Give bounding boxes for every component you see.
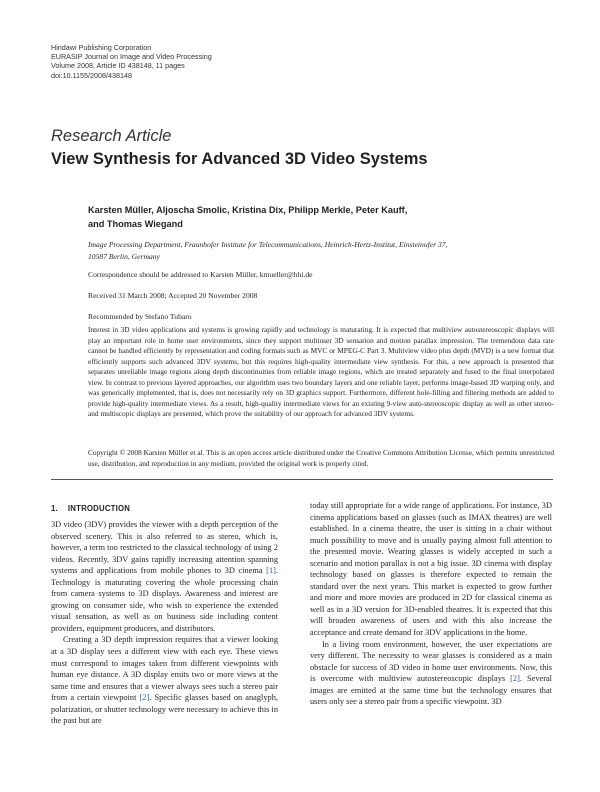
citation-link[interactable]: [2] bbox=[139, 693, 150, 703]
publisher-line: Hindawi Publishing Corporation bbox=[51, 43, 152, 52]
paragraph bbox=[310, 639, 552, 708]
section-divider bbox=[51, 479, 553, 480]
paragraph-text: Creating a 3D depth impression requires that a viewer looking at a 3D display sees a different view with each eye. These views must correspond to images taken from different viewpoints with human eye distance. A 3D display emits two or more views at the same time and ensures that a viewer always sees such a stereo pair from a certain viewpoint bbox=[51, 635, 278, 703]
paragraph-text: . Several images are emitted at the same time but the technology ensures that users only see a stereo pair from a specific viewpoint. 3D bbox=[310, 674, 552, 707]
article-type: Research Article bbox=[51, 127, 172, 145]
author-list bbox=[88, 204, 554, 231]
paragraph-text: . Technology is maturating covering the whole processing chain from camera systems to 3D displays. Awareness and interest are growing on consumer side, who wish to experience the extended visual sensation, as well as on business side including content providers, equipment producers, and distributors. bbox=[51, 566, 278, 633]
section-number: 1. bbox=[51, 504, 58, 513]
affiliation-line: Image Processing Department, Fraunhofer Institute for Telecommunications, Heinrich-Hertz-Institut, Einsteinufer 37, bbox=[88, 240, 448, 249]
doi-line: doi:10.1155/2008/438148 bbox=[51, 70, 133, 80]
paragraph-text: 3D video (3DV) provides the viewer with a depth perception of the observed scenery. This is also referred to as stereo, which is, however, a term too restricted to the classical technology of using 2 videos. Recently, 3DV gains rapidly increasing attention spanning systems and applications from mobile phones to 3D cinema bbox=[51, 520, 278, 576]
volume-line: Volume 2008, Article ID 438148, 11 pages bbox=[51, 61, 185, 71]
paragraph bbox=[51, 519, 278, 634]
paragraph-text: In a living room environment, however, the user expectations are very different. The necessity to wear glasses is considered as a main obstacle for success of 3D video in home user environments. Now, this is overcome with multiview autostereoscopic displays bbox=[310, 639, 552, 684]
correspondence: Correspondence should be addressed to Karsten Müller, kmueller@hhi.de bbox=[88, 270, 313, 279]
copyright-notice: Copyright © 2008 Karsten Müller et al. This is an open access article distributed under the Creative Commons Attribution License, which permits unrestricted use, distribution, and reproduction in any medium, provided the original work is properly cited. bbox=[88, 448, 554, 468]
abstract: Interest in 3D video applications and systems is growing rapidly and technology is maturating. It is expected that multiview autostereoscopic displays will play an important role in home user environments, since they support multiuser 3D sensation and motion parallax impression. The tremendous data rate cannot be handled efficiently by representation and coding formats such as MVC or MPEG-C Part 3. Multiview video plus depth (MVD) is a new format that efficiently supports such advanced 3DV systems, but this requires high-quality intermediate view synthesis. For this, a new approach is presented that separates unreliable image regions along depth discontinuities from reliable image regions, which are treated separately and fused to the final interpolated view. In contrast to previous layered approaches, our algorithm uses two boundary layers and one reliable layer, performs image-based 3D warping only, and was generically implemented, that is, does not necessarily rely on 3D graphics support. Furthermore, different hole-filling and filtering methods are added to provide high-quality intermediate views. As a result, high-quality intermediate views for an existing 9-view auto-stereoscopic display as well as other stereo- and multiscopic displays are presented, which prove the suitability of our approach for advanced 3DV systems. bbox=[88, 325, 554, 419]
paper-title: View Synthesis for Advanced 3D Video Systems bbox=[51, 150, 428, 168]
paragraph bbox=[51, 634, 278, 726]
journal-header bbox=[51, 43, 212, 80]
affiliation bbox=[88, 239, 554, 262]
recommended-by: Recommended by Stefano Tubaro bbox=[88, 312, 192, 321]
affiliation-line: 10587 Berlin, Germany bbox=[88, 251, 160, 261]
citation-link[interactable]: [2] bbox=[510, 674, 520, 684]
section-heading bbox=[51, 504, 140, 513]
body-column-right bbox=[310, 500, 552, 708]
author-line: Karsten Müller, Aljoscha Smolic, Kristina Dix, Philipp Merkle, Peter Kauff, bbox=[88, 205, 408, 215]
author-line: and Thomas Wiegand bbox=[88, 218, 183, 229]
journal-name-line: EURASIP Journal on Image and Video Processing bbox=[51, 52, 212, 62]
received-accepted-dates: Received 31 March 2008; Accepted 20 November 2008 bbox=[88, 291, 258, 300]
paragraph-text: . Specific glasses based on anaglyph, polarization, or shutter technology were necessary to achieve this in the past but are bbox=[51, 693, 278, 726]
paragraph: today still appropriate for a wide range of applications. For instance, 3D cinema applications based on glasses (such as IMAX theatres) are well established. In a cinema theatre, the user is sitting in a chair without much possibility to move and is usually paying almost full attention to the presented movie. Wearing glasses is widely accepted in such a scenario and motion parallax is not a big issue. 3D cinema with display technology based on glasses is therefore expected to remain the standard over the next years. This market is expected to grow further and more and more movies are produced in 2D for classical cinema as well as in a 3D version for 3D-enabled theatres. It is expected that this will broaden awareness of users and with this also increase the acceptance and create demand for 3DV applications in the home. bbox=[310, 501, 552, 638]
section-title-text: INTRODUCTION bbox=[67, 504, 131, 513]
citation-link[interactable]: [1] bbox=[266, 566, 276, 576]
body-column-left bbox=[51, 519, 278, 727]
